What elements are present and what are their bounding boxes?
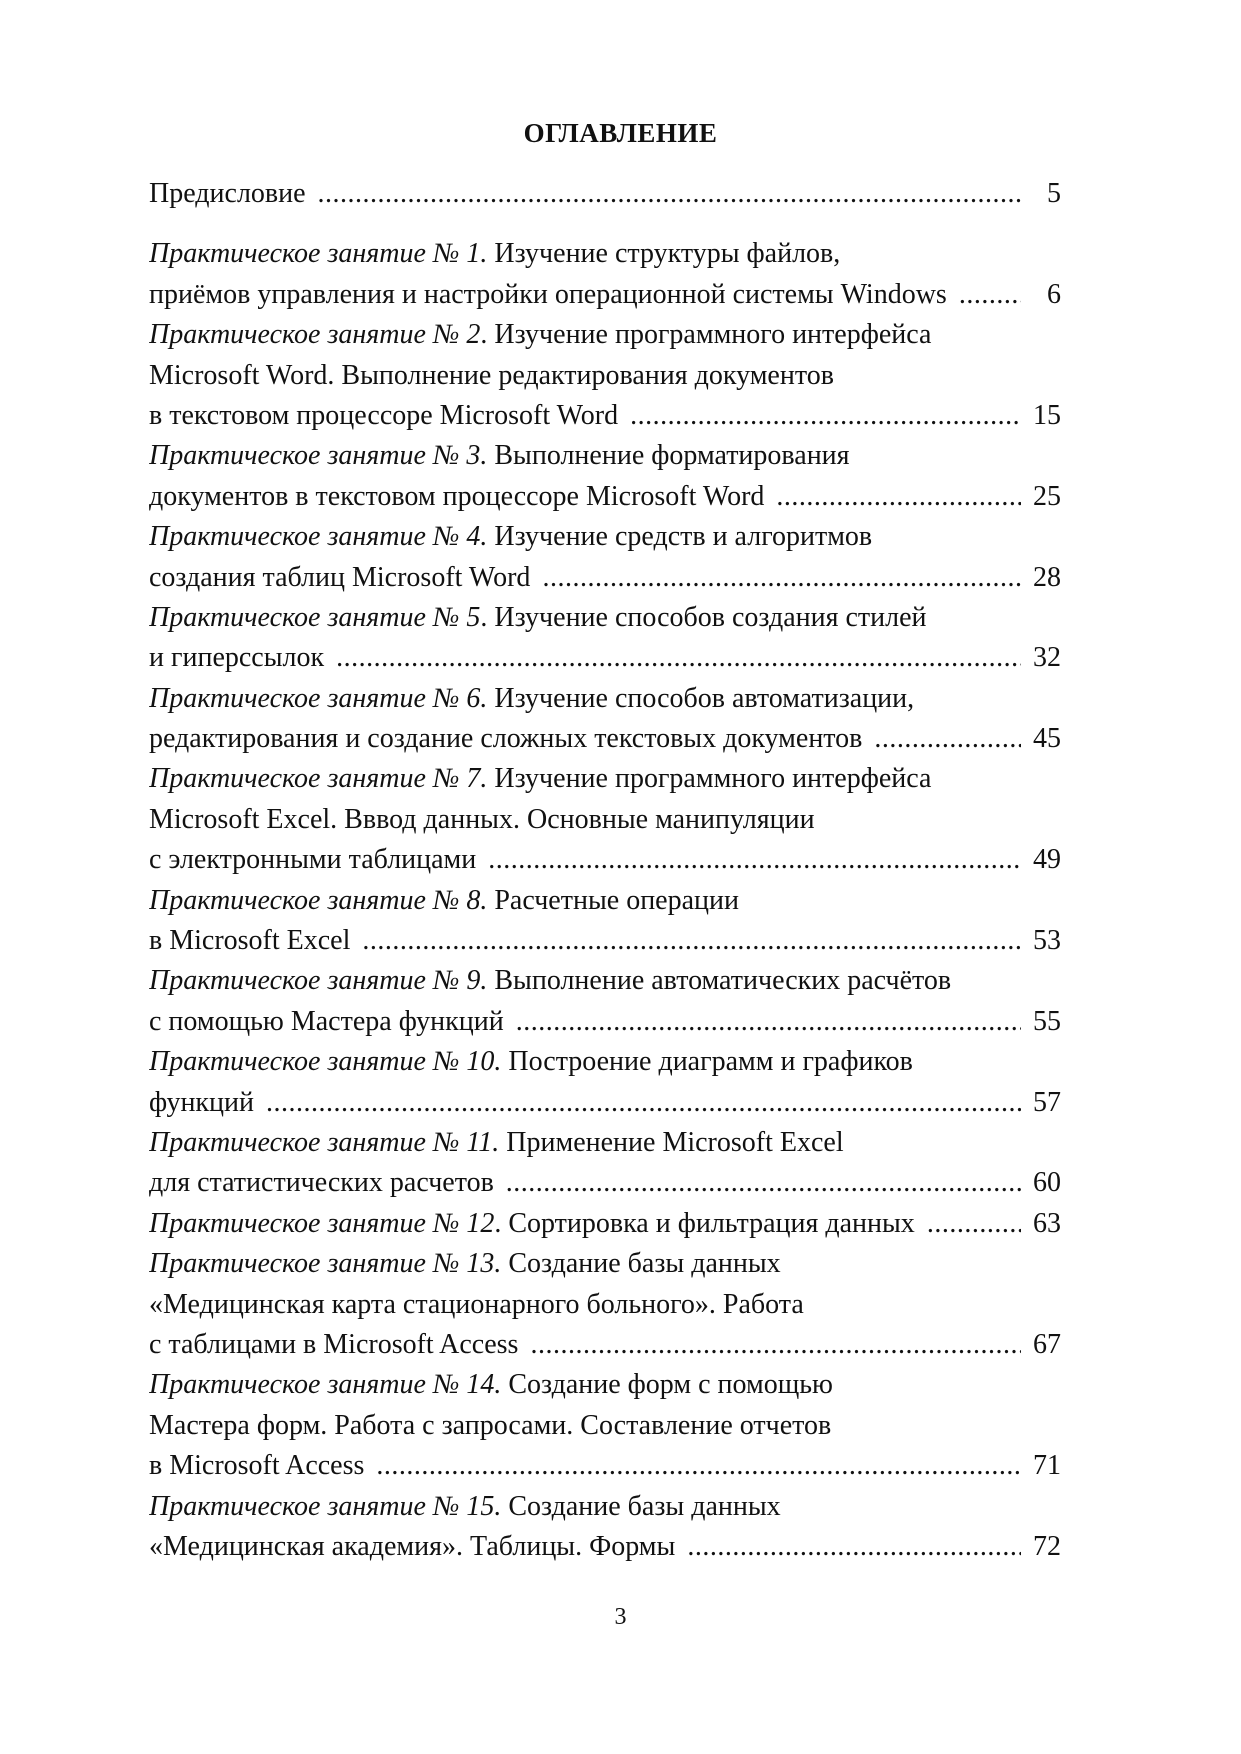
dot-leader <box>542 558 1021 598</box>
toc-entry-label: Практическое занятие № 4. <box>149 521 488 553</box>
toc-entry-text <box>149 763 931 794</box>
toc-entry-text <box>149 1491 781 1522</box>
toc-entry-text <box>149 1325 518 1365</box>
toc-entry-line-text: и гиперссылок <box>149 642 325 674</box>
toc-entry-line <box>149 1325 1061 1365</box>
toc-entry-line <box>149 1285 1061 1325</box>
toc-page-number: 53 <box>1033 925 1061 957</box>
toc-entry-text <box>149 1410 831 1441</box>
dot-leader <box>927 1204 1021 1244</box>
toc-entry-text <box>149 1204 915 1244</box>
toc-entry-text <box>149 1083 254 1123</box>
toc-entry-line-text: Изучение средств и алгоритмов <box>494 521 873 553</box>
toc-entry-line <box>149 638 1061 678</box>
toc-entry-label: Практическое занятие № 13. <box>149 1248 502 1280</box>
toc-entry-line <box>149 961 1061 1001</box>
toc-entry-label: Практическое занятие № 11. <box>149 1126 500 1158</box>
toc-entry-line-text: Создание базы данных <box>508 1490 781 1522</box>
dot-leader <box>630 396 1021 436</box>
toc-entry <box>149 517 1061 598</box>
toc-entry-line-text: Применение Microsoft Excel <box>506 1126 844 1158</box>
toc-entry-line-text: в Microsoft Excel <box>149 925 351 957</box>
toc-page-number: 28 <box>1033 561 1061 593</box>
toc-entry-line <box>149 1487 1061 1527</box>
toc-entry-line <box>149 436 1061 476</box>
toc-entry-line-text: Выполнение форматирования <box>494 440 850 472</box>
toc-entry-text <box>149 1289 804 1320</box>
toc-entry-line <box>149 517 1061 557</box>
dot-leader <box>336 638 1021 678</box>
toc-entry-text <box>149 238 840 269</box>
dot-leader <box>530 1325 1021 1365</box>
dot-leader <box>874 719 1021 759</box>
toc-entry-line <box>149 1365 1061 1405</box>
toc-entry-line-text: Microsoft Excel. Вввод данных. Основные манипуляции <box>149 803 815 835</box>
toc-entry-label: Практическое занятие № 5 <box>149 601 481 633</box>
toc-entry-line-text: документов в текстовом процессоре Microsoft Word <box>149 480 765 512</box>
toc-entry-line <box>149 275 1061 315</box>
toc-entry-text <box>149 521 872 552</box>
toc-entry-line <box>149 840 1061 880</box>
toc-entry-line-text: Мастера форм. Работа с запросами. Составление отчетов <box>149 1409 832 1441</box>
toc-entry-line <box>149 174 1061 214</box>
toc-entry-line-text: . Изучение программного интерфейса <box>480 319 932 351</box>
toc-entry-line <box>149 1163 1061 1203</box>
toc-entry-text <box>149 1527 675 1567</box>
toc-entry-text <box>149 174 306 214</box>
toc-entry-label: Практическое занятие № 12 <box>149 1207 495 1239</box>
toc-entry-line-text: . Сортировка и фильтрация данных <box>494 1207 915 1239</box>
toc-page-number: 55 <box>1033 1005 1061 1037</box>
dot-leader <box>687 1527 1021 1567</box>
dot-leader <box>516 1002 1021 1042</box>
toc-entry-text <box>149 840 476 880</box>
toc-entry-line-text: Изучение способов автоматизации, <box>494 682 915 714</box>
dot-leader <box>362 921 1021 961</box>
toc-page-number: 5 <box>1047 178 1061 209</box>
toc-entry-text <box>149 360 834 391</box>
toc-entry-text <box>149 1369 833 1400</box>
toc-entry-text <box>149 1002 504 1042</box>
toc-title: ОГЛАВЛЕНИЕ <box>523 118 718 148</box>
toc-entry-text <box>149 275 947 315</box>
toc-entry-label: Практическое занятие № 3. <box>149 440 488 472</box>
dot-leader <box>266 1083 1021 1123</box>
toc-page-number: 60 <box>1033 1167 1061 1199</box>
toc-entry-line-text: Microsoft Word. Выполнение редактирования документов <box>149 359 834 391</box>
toc-entry-line-text: редактирования и создание сложных текстовых документов <box>149 723 863 755</box>
toc-entry-label: Практическое занятие № 8. <box>149 884 488 916</box>
toc-entry-text <box>149 804 815 835</box>
toc-entry-text <box>149 440 850 471</box>
toc-entry-line <box>149 598 1061 638</box>
dot-leader <box>318 174 1021 214</box>
toc-entry <box>149 1244 1061 1365</box>
toc-entry-line <box>149 759 1061 799</box>
toc-entry-label: Практическое занятие № 1. <box>149 238 488 270</box>
toc-entry-line <box>149 315 1061 355</box>
toc-entry-label: Практическое занятие № 6. <box>149 682 488 714</box>
toc-entry-text <box>149 477 764 517</box>
toc-entry-text <box>149 602 927 633</box>
toc-entry-line <box>149 1446 1061 1486</box>
toc-entry-line <box>149 1244 1061 1284</box>
toc-entry <box>149 1204 1061 1244</box>
toc-entry-line-text: для статистических расчетов <box>149 1167 494 1199</box>
toc-page-number: 32 <box>1033 642 1061 674</box>
toc-entry-text <box>149 396 618 436</box>
dot-leader <box>506 1163 1021 1203</box>
toc-page-number: 72 <box>1033 1530 1061 1562</box>
toc-entry-text <box>149 1046 913 1077</box>
toc-entry-line <box>149 921 1061 961</box>
toc-entry-line-text: «Медицинская академия». Таблицы. Формы <box>149 1530 676 1562</box>
toc-entry-line-text: с таблицами в Microsoft Access <box>149 1328 519 1360</box>
toc-page-number: 57 <box>1033 1086 1061 1118</box>
dot-leader <box>488 840 1021 880</box>
toc-entry-text <box>149 683 914 714</box>
toc-entry-line <box>149 719 1061 759</box>
toc-entry-line-text: функций <box>149 1086 254 1118</box>
toc-entry <box>149 881 1061 962</box>
toc-entry-text <box>149 1163 494 1203</box>
toc-entry-line-text: создания таблиц Microsoft Word <box>149 561 531 593</box>
toc-entry <box>149 1487 1061 1568</box>
toc-entry-line <box>149 1083 1061 1123</box>
toc-entry-line-text: Предисловие <box>149 178 306 209</box>
toc-entry-line-text: Выполнение автоматических расчётов <box>494 965 952 997</box>
toc-entry-line <box>149 1042 1061 1082</box>
toc-entry-line-text: Расчетные операции <box>494 884 739 916</box>
toc-entry-line-text: Изучение структуры файлов, <box>494 238 841 270</box>
toc-entry-text <box>149 921 350 961</box>
toc-entry-text <box>149 1248 781 1279</box>
toc-entry-text <box>149 1127 844 1158</box>
toc-entry-label: Практическое занятие № 2 <box>149 319 481 351</box>
toc-entry-line-text: Построение диаграмм и графиков <box>508 1046 913 1078</box>
toc-entry-line-text: Создание форм с помощью <box>508 1369 833 1401</box>
toc-page-number: 71 <box>1033 1450 1061 1482</box>
toc-entry-label: Практическое занятие № 15. <box>149 1490 502 1522</box>
toc-entry-line <box>149 1123 1061 1163</box>
toc-entry-text <box>149 965 951 996</box>
toc-entry <box>149 598 1061 679</box>
toc-entry-line <box>149 1527 1061 1567</box>
toc-entry-line <box>149 477 1061 517</box>
toc-entry-line-text: с помощью Мастера функций <box>149 1005 504 1037</box>
toc-page-number: 25 <box>1033 480 1061 512</box>
toc-page-number: 15 <box>1033 399 1061 431</box>
toc-page-number: 63 <box>1033 1207 1061 1239</box>
toc-entry <box>149 679 1061 760</box>
dot-leader <box>959 275 1021 315</box>
toc-entry-line <box>149 396 1061 436</box>
toc-entry-label: Практическое занятие № 9. <box>149 965 488 997</box>
toc-entry-text <box>149 719 862 759</box>
toc-entry-text <box>149 319 931 350</box>
toc-entry <box>149 961 1061 1042</box>
toc-page-number: 49 <box>1033 844 1061 876</box>
toc-entry-label: Практическое занятие № 7. <box>149 763 488 795</box>
toc-entry <box>149 1042 1061 1123</box>
toc-entry-line <box>149 558 1061 598</box>
toc-entry-line-text: . Изучение способов создания стилей <box>480 601 927 633</box>
toc-page-number: 67 <box>1033 1328 1061 1360</box>
toc-entry-line <box>149 1406 1061 1446</box>
toc-entry <box>149 759 1061 880</box>
toc-page-number: 45 <box>1033 723 1061 755</box>
toc-entry-line <box>149 1204 1061 1244</box>
toc-entry-line-text: Создание базы данных <box>508 1248 781 1280</box>
toc-entry <box>149 234 1061 315</box>
table-of-contents <box>149 174 1061 1567</box>
toc-entry-line <box>149 881 1061 921</box>
toc-entry-line <box>149 1002 1061 1042</box>
toc-entry <box>149 315 1061 436</box>
toc-entry-line-text: «Медицинская карта стационарного больного». Работа <box>149 1288 804 1320</box>
page-number: 3 <box>614 1604 627 1630</box>
toc-entry-line-text: приёмов управления и настройки операционной системы Windows <box>149 278 947 310</box>
toc-entry <box>149 1365 1061 1486</box>
toc-entry <box>149 174 1061 214</box>
toc-entry-line <box>149 234 1061 274</box>
toc-entry-line-text: в Microsoft Access <box>149 1450 365 1482</box>
toc-entry-text <box>149 558 530 598</box>
toc-entry-line-text: в текстовом процессоре Microsoft Word <box>149 399 619 431</box>
toc-entry-label: Практическое занятие № 14. <box>149 1369 502 1401</box>
toc-entry <box>149 436 1061 517</box>
toc-entry-line-text: с электронными таблицами <box>149 844 477 876</box>
toc-entry-line <box>149 800 1061 840</box>
toc-entry-text <box>149 1446 364 1486</box>
toc-entry-label: Практическое занятие № 10. <box>149 1046 502 1078</box>
dot-leader <box>776 477 1021 517</box>
toc-page-number: 6 <box>1047 278 1061 310</box>
toc-entry-line <box>149 679 1061 719</box>
toc-entry-line <box>149 356 1061 396</box>
toc-entry <box>149 1123 1061 1204</box>
toc-entry-line-text: Изучение программного интерфейса <box>494 763 932 795</box>
toc-entry-text <box>149 638 324 678</box>
toc-entry-text <box>149 885 739 916</box>
dot-leader <box>376 1446 1021 1486</box>
